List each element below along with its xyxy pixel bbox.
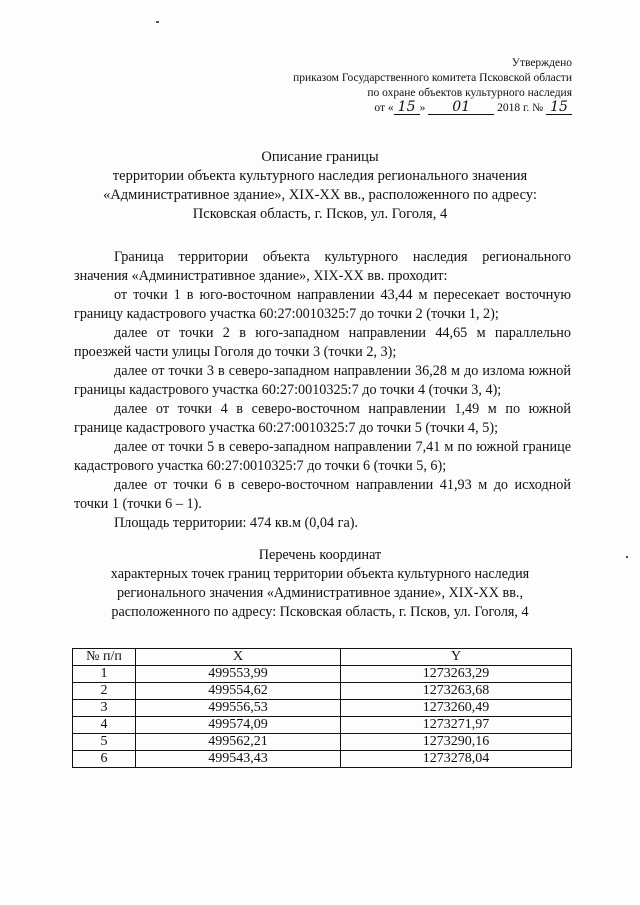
header-x: X: [136, 649, 341, 666]
title-line-2: территории объекта культурного наследия регионального значения: [112, 168, 528, 184]
approval-order-line: приказом Государственного комитета Псковской области: [293, 72, 572, 84]
paragraph-segment-4: далее от точки 4 в северо-восточном направлении 1,49 м по южной границе кадастрового участка 60:27:0010325:7 до точки 5 (точки 4, 5);: [74, 401, 571, 436]
cell-y: 1273263,68: [341, 683, 572, 700]
approval-month: 01: [428, 101, 494, 115]
approval-committee-line: по охране объектов культурного наследия: [367, 87, 572, 99]
cell-number: 5: [73, 734, 136, 751]
cell-number: 3: [73, 700, 136, 717]
title-line-3: «Административное здание», XIX-XX вв., расположенного по адресу:: [103, 187, 537, 203]
paragraph-segment-6: далее от точки 6 в северо-восточном направлении 41,93 м до исходной точки 1 (точки 6 – 1).: [74, 477, 571, 512]
cell-y: 1273271,97: [341, 717, 572, 734]
cell-number: 6: [73, 751, 136, 768]
approval-block: [293, 56, 572, 116]
approval-date-line: [293, 101, 572, 116]
scan-mark: [156, 21, 159, 23]
paragraph-segment-5: далее от точки 5 в северо-западном направлении 7,41 м по южной границе кадастрового участка 60:27:0010325:7 до точки 6 (точки 5, 6);: [74, 439, 571, 474]
boundary-description: [74, 248, 571, 533]
table-header-row: [73, 649, 572, 666]
cell-x: 499556,53: [136, 700, 341, 717]
cell-y: 1273260,49: [341, 700, 572, 717]
cell-y: 1273290,16: [341, 734, 572, 751]
cell-x: 499543,43: [136, 751, 341, 768]
title-line-4: Псковская область, г. Псков, ул. Гоголя, 4: [192, 206, 448, 222]
cell-number: 4: [73, 717, 136, 734]
paragraph-intro: Граница территории объекта культурного наследия регионального значения «Административное здание», XIX-XX вв. проходит:: [74, 249, 571, 284]
table-row: [73, 666, 572, 683]
approval-year: 2018 г. №: [497, 102, 544, 114]
table-row: [73, 751, 572, 768]
cell-x: 499554,62: [136, 683, 341, 700]
approval-from: от «: [374, 102, 394, 114]
table-row: [73, 700, 572, 717]
paragraph-segment-2: далее от точки 2 в юго-западном направлении 44,65 м параллельно проезжей части улицы Гоголя до точки 3 (точки 2, 3);: [74, 325, 571, 360]
header-y: Y: [341, 649, 572, 666]
paragraph-segment-1: от точки 1 в юго-восточном направлении 43,44 м пересекает восточную границу кадастрового участка 60:27:0010325:7 до точки 2 (точки 1, 2);: [74, 287, 571, 322]
approval-label: Утверждено: [511, 57, 572, 69]
cell-number: 1: [73, 666, 136, 683]
approval-close-quote: »: [419, 102, 426, 114]
header-number: № п/п: [73, 649, 136, 666]
list-title-line-4: расположенного по адресу: Псковская область, г. Псков, ул. Гоголя, 4: [111, 604, 529, 620]
coordinates-title: [60, 546, 580, 622]
cell-y: 1273278,04: [341, 751, 572, 768]
approval-number: 15: [546, 101, 572, 115]
table-row: [73, 734, 572, 751]
cell-x: 499562,21: [136, 734, 341, 751]
title-line-1: Описание границы: [261, 149, 379, 165]
coordinates-table: [72, 648, 572, 768]
approval-day: 15: [394, 101, 420, 115]
paragraph-area: Площадь территории: 474 кв.м (0,04 га).: [114, 515, 359, 531]
cell-number: 2: [73, 683, 136, 700]
cell-y: 1273263,29: [341, 666, 572, 683]
document-title: [60, 148, 580, 224]
cell-x: 499553,99: [136, 666, 341, 683]
table-row: [73, 683, 572, 700]
list-title-line-1: Перечень координат: [258, 547, 382, 563]
cell-x: 499574,09: [136, 717, 341, 734]
table-row: [73, 717, 572, 734]
scan-mark: [626, 556, 628, 558]
list-title-line-2: характерных точек границ территории объекта культурного наследия: [110, 566, 530, 582]
paragraph-segment-3: далее от точки 3 в северо-западном направлении 36,28 м до излома южной границы кадастрового участка 60:27:0010325:7 до точки 4 (точки 3, 4);: [74, 363, 571, 398]
list-title-line-3: регионального значения «Административное здание», XIX-XX вв.,: [116, 585, 524, 601]
